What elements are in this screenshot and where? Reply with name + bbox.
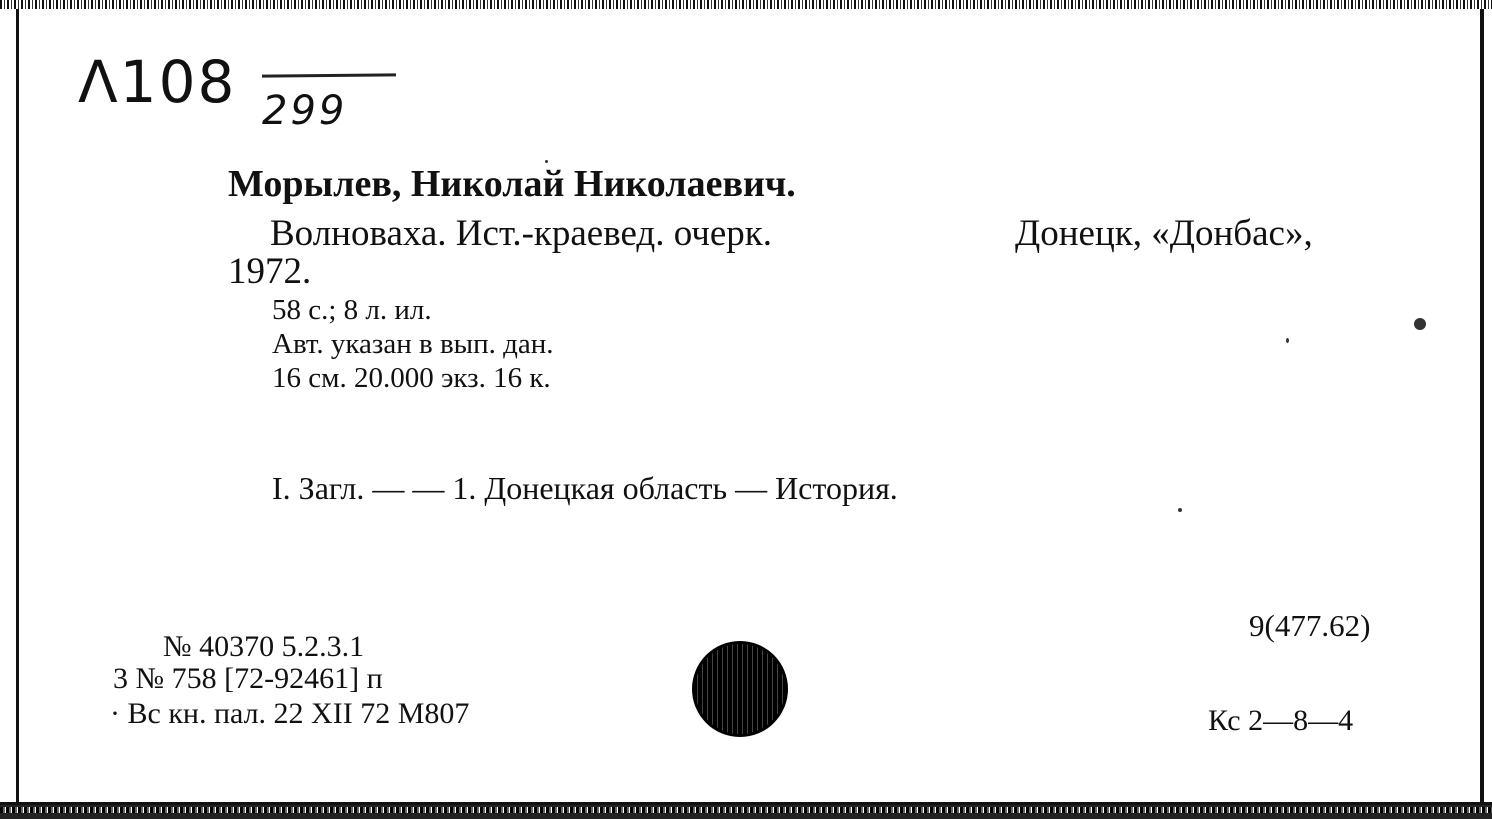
card-punch-hole xyxy=(692,641,788,737)
ink-speck xyxy=(1286,338,1289,343)
publisher: Донецк, «Донбас», xyxy=(1015,213,1313,254)
book-title: Волноваха. Ист.-краевед. очерк. xyxy=(270,213,773,254)
subject-tracings: I. Загл. — — 1. Донецкая область — История. xyxy=(272,470,898,506)
card-top-edge xyxy=(0,0,1492,9)
order-number-line: 3 № 758 [72-92461] п xyxy=(113,662,383,695)
publication-year: 1972. xyxy=(228,251,312,292)
kc-code: Кс 2—8—4 xyxy=(1208,704,1354,737)
author-note: Авт. указан в вып. дан. xyxy=(272,328,554,360)
size-price: 16 см. 20.000 экз. 16 к. xyxy=(272,362,551,394)
handwritten-fraction-line xyxy=(262,73,396,77)
card-left-edge xyxy=(0,9,19,809)
ink-speck xyxy=(1178,508,1182,512)
chamber-line: · Вс кн. пал. 22 XII 72 М807 xyxy=(110,697,470,730)
handwritten-shelfmark: Λ108 xyxy=(78,48,237,116)
card-bottom-edge xyxy=(0,802,1492,819)
ink-speck xyxy=(1414,318,1426,330)
card-number-line: № 40370 5.2.3.1 xyxy=(163,630,365,663)
handwritten-number: 299 xyxy=(262,88,348,134)
ink-speck xyxy=(545,160,548,163)
pagination: 58 с.; 8 л. ил. xyxy=(272,294,432,326)
author-heading: Морылев, Николай Николаевич. xyxy=(228,163,796,205)
classification-number: 9(477.62) xyxy=(1249,608,1371,643)
card-right-edge xyxy=(1480,9,1492,809)
